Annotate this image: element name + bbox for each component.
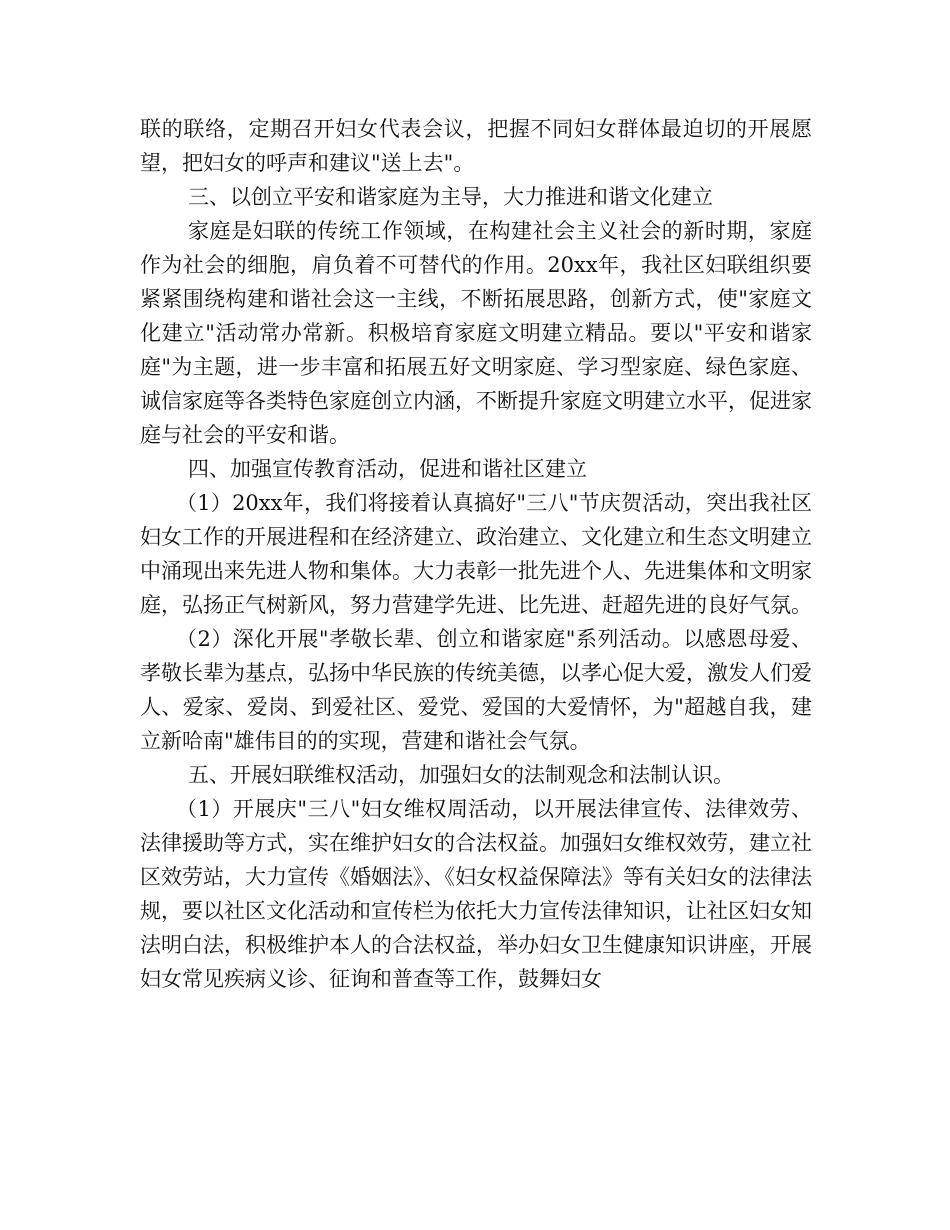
section-heading-3: 三、以创立平安和谐家庭为主导，大力推进和谐文化建立	[188, 185, 713, 209]
paragraph-continuation: 联的联络，定期召开妇女代表会议，把握不同妇女群体最迫切的开展愿望，把妇女的呼声和建议"送上去"。	[140, 117, 812, 175]
section-heading-4: 四、加强宣传教育活动，促进和谐社区建立	[188, 457, 587, 481]
paragraph-item-1-rights-week: （1）开展庆"三八"妇女维权周活动，以开展法律宣传、法律效劳、法律援助等方式，实在维护妇女的合法权益。加强妇女维权效劳，建立社区效劳站，大力宣传《婚姻法》、《妇女权益保障法》等有关妇女的法律法规，要以社区文化活动和宣传栏为依托大力宣传法律知识，让社区妇女知法明白法，积极维护本人的合法权益，举办妇女卫生健康知识讲座，开展妇女常见疾病义诊、征询和普查等工作，鼓舞妇女	[140, 797, 812, 991]
paragraph-item-2-filial-piety: （2）深化开展"孝敬长辈、创立和谐家庭"系列活动。以感恩母爱、孝敬长辈为基点，弘扬中华民族的传统美德，以孝心促大爱，激发人们爱人、爱家、爱岗、到爱社区、爱党、爱国的大爱情怀，为"超越自我，建立新哈南"雄伟目的的实现，营建和谐社会气氛。	[140, 627, 812, 753]
document-body	[140, 112, 812, 996]
paragraph-item-1-womens-day: （1）20xx年，我们将接着认真搞好"三八"节庆贺活动，突出我社区妇女工作的开展进程和在经济建立、政治建立、文化建立和生态文明建立中涌现出来先进人物和集体。大力表彰一批先进个人、先进集体和文明家庭，弘扬正气树新风，努力营建学先进、比先进、赶超先进的良好气氛。	[140, 491, 812, 617]
paragraph-family-culture: 家庭是妇联的传统工作领域，在构建社会主义社会的新时期，家庭作为社会的细胞，肩负着不可替代的作用。20xx年，我社区妇联组织要紧紧围绕构建和谐社会这一主线，不断拓展思路，创新方式，使"家庭文化建立"活动常办常新。积极培育家庭文明建立精品。要以"平安和谐家庭"为主题，进一步丰富和拓展五好文明家庭、学习型家庭、绿色家庭、诚信家庭等各类特色家庭创立内涵，不断提升家庭文明建立水平，促进家庭与社会的平安和谐。	[140, 219, 812, 447]
section-heading-5: 五、开展妇联维权活动，加强妇女的法制观念和法制认识。	[188, 763, 734, 787]
